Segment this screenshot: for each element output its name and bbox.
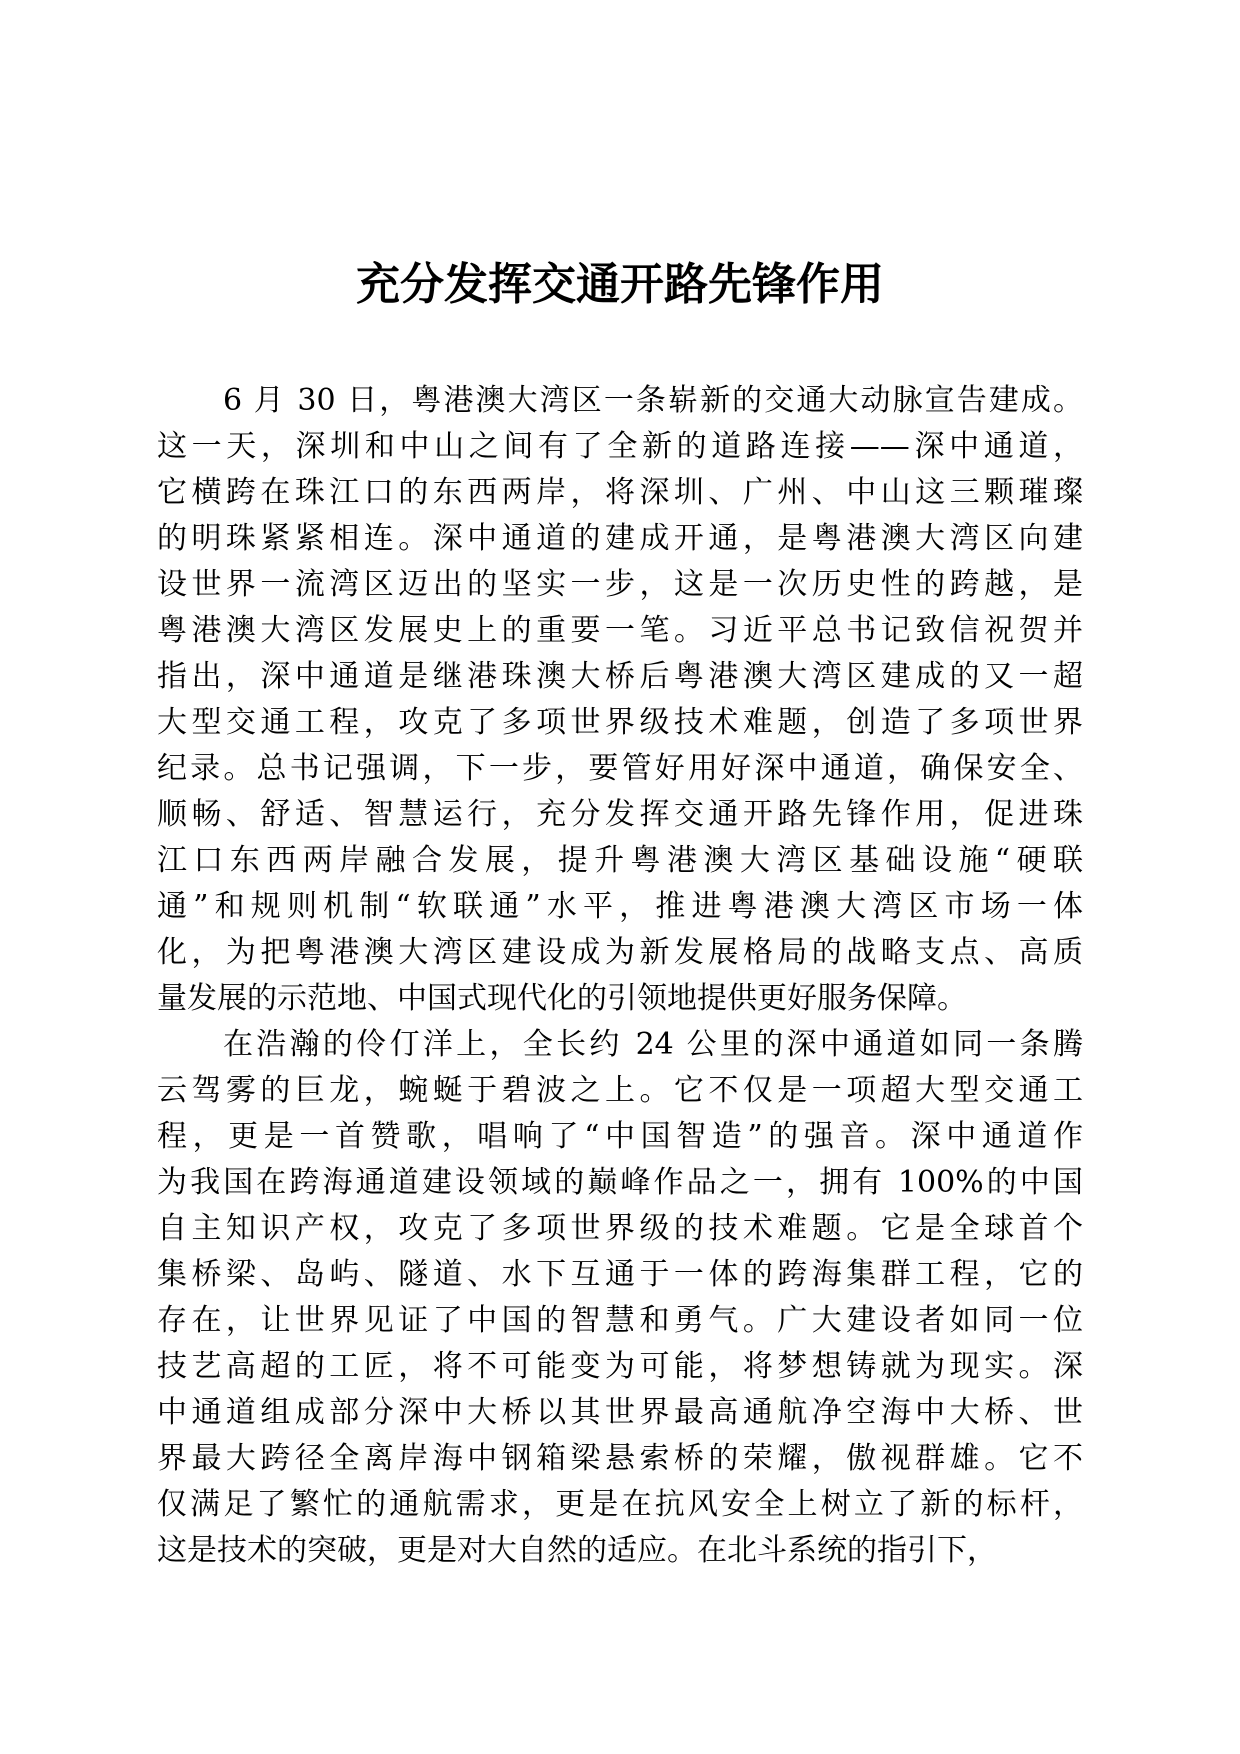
paragraph-line: 为我国在跨海通道建设领域的巅峰作品之一，拥有 100%的中国 bbox=[157, 1165, 1083, 1200]
paragraph-line: 自主知识产权，攻克了多项世界级的技术难题。它是全球首个 bbox=[157, 1211, 1083, 1246]
paragraph-line: 存在，让世界见证了中国的智慧和勇气。广大建设者如同一位 bbox=[157, 1303, 1083, 1338]
paragraph-line: 界最大跨径全离岸海中钢箱梁悬索桥的荣耀，傲视群雄。它不 bbox=[157, 1441, 1083, 1476]
paragraph-line: 通”和规则机制“软联通”水平，推进粤港澳大湾区市场一体 bbox=[157, 889, 1083, 924]
paragraph-line: 仅满足了繁忙的通航需求，更是在抗风安全上树立了新的标杆， bbox=[157, 1487, 1083, 1522]
paragraph-line: 中通道组成部分深中大桥以其世界最高通航净空海中大桥、世 bbox=[157, 1395, 1083, 1430]
paragraph-line: 这是技术的突破，更是对大自然的适应。在北斗系统的指引下， bbox=[157, 1533, 997, 1568]
document-title: 充分发挥交通开路先锋作用 bbox=[356, 259, 884, 310]
paragraph-line: 大型交通工程，攻克了多项世界级技术难题，创造了多项世界 bbox=[157, 705, 1083, 740]
paragraph-line: 集桥梁、岛屿、隧道、水下互通于一体的跨海集群工程，它的 bbox=[157, 1257, 1083, 1292]
paragraph-line: 指出，深中通道是继港珠澳大桥后粤港澳大湾区建成的又一超 bbox=[157, 659, 1083, 694]
paragraph-line: 在浩瀚的伶仃洋上，全长约 24 公里的深中通道如同一条腾 bbox=[223, 1027, 1083, 1062]
paragraph-line: 化，为把粤港澳大湾区建设成为新发展格局的战略支点、高质 bbox=[157, 935, 1083, 970]
paragraph-line: 江口东西两岸融合发展，提升粤港澳大湾区基础设施“硬联 bbox=[157, 843, 1083, 878]
paragraph-line: 技艺高超的工匠，将不可能变为可能，将梦想铸就为现实。深 bbox=[157, 1349, 1083, 1384]
paragraph-1 bbox=[157, 378, 1083, 1022]
paragraph-line: 顺畅、舒适、智慧运行，充分发挥交通开路先锋作用，促进珠 bbox=[157, 797, 1083, 832]
paragraph-line: 纪录。总书记强调，下一步，要管好用好深中通道，确保安全、 bbox=[157, 751, 1083, 786]
paragraph-line: 粤港澳大湾区发展史上的重要一笔。习近平总书记致信祝贺并 bbox=[157, 613, 1083, 648]
paragraph-2 bbox=[157, 1022, 1083, 1574]
document-body bbox=[157, 378, 1083, 1574]
paragraph-line: 它横跨在珠江口的东西两岸，将深圳、广州、中山这三颗璀璨 bbox=[157, 475, 1083, 510]
paragraph-line: 设世界一流湾区迈出的坚实一步，这是一次历史性的跨越，是 bbox=[157, 567, 1083, 602]
paragraph-line: 这一天，深圳和中山之间有了全新的道路连接——深中通道， bbox=[157, 429, 1083, 464]
paragraph-line: 云驾雾的巨龙，蜿蜒于碧波之上。它不仅是一项超大型交通工 bbox=[157, 1073, 1083, 1108]
paragraph-line: 量发展的示范地、中国式现代化的引领地提供更好服务保障。 bbox=[157, 981, 967, 1016]
paragraph-line: 程，更是一首赞歌，唱响了“中国智造”的强音。深中通道作 bbox=[157, 1119, 1083, 1154]
paragraph-line: 6 月 30 日，粤港澳大湾区一条崭新的交通大动脉宣告建成。 bbox=[223, 383, 1083, 418]
paragraph-line: 的明珠紧紧相连。深中通道的建成开通，是粤港澳大湾区向建 bbox=[157, 521, 1083, 556]
